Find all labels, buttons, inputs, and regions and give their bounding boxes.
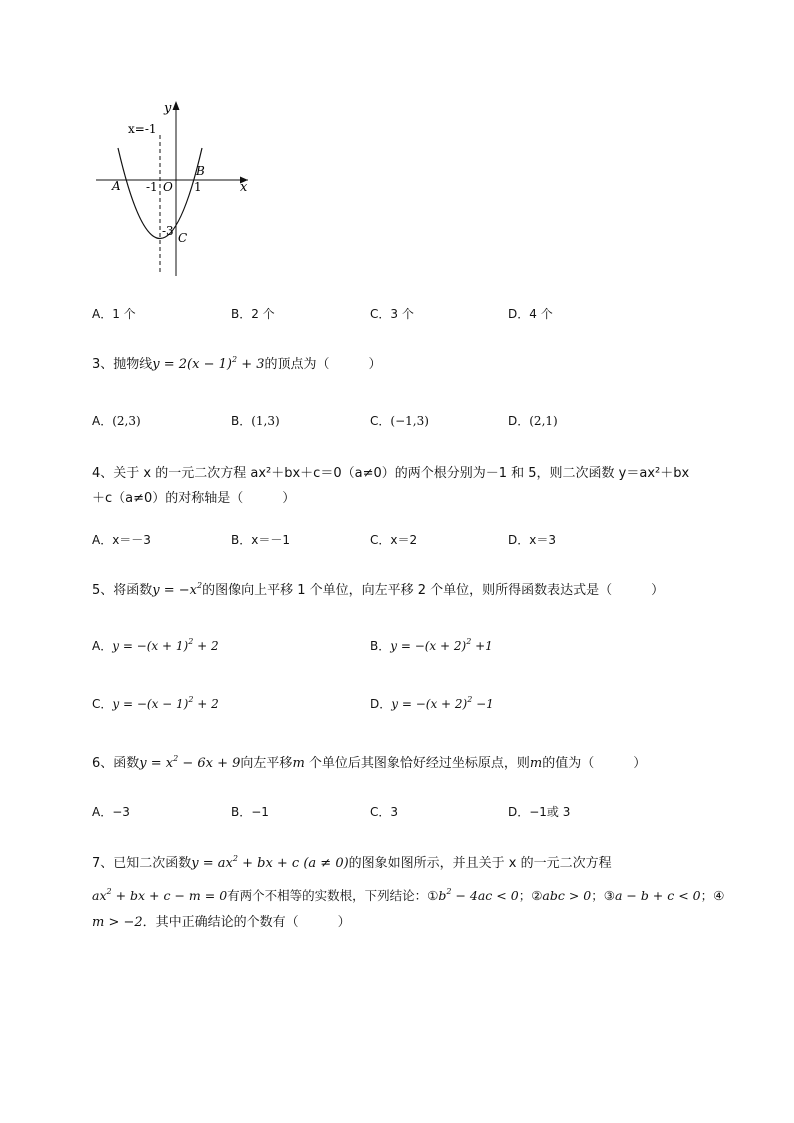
q5-formula: $y = -x^2$: [152, 581, 203, 598]
q3-suffix: 的顶点为（ ）: [264, 357, 382, 372]
q5-option-c: C．$y = -(x - 1)^2 + 2$: [92, 695, 219, 711]
q7-stem-line3: m > −2．其中正确结论的个数有（ ）: [92, 915, 351, 930]
parabola-figure: [90, 95, 260, 285]
q7-equation: $ax^2$ + bx + c − m = 0: [92, 887, 228, 903]
q6-option-b: B．−1: [231, 805, 269, 819]
q7-stem-line1: 7、已知二次函数$y = ax^2$ + bx + c (a ≠ 0)的图象如图所示，并且关于 x 的一元二次方程: [92, 854, 612, 871]
q2-option-d: D．4 个: [508, 307, 553, 321]
q3-formula: $y = 2(x - 1)^2 + 3$: [152, 355, 265, 372]
point-b-label: B: [196, 164, 205, 178]
q4-option-b: B．x＝－1: [231, 533, 290, 547]
tick-1-label: 1: [194, 180, 202, 194]
q5-option-d: D．$y = -(x + 2)^2 -1$: [370, 695, 494, 711]
q2-option-a: A．1 个: [92, 307, 136, 321]
q4-option-c: C．x＝2: [370, 533, 418, 547]
q3-option-c: C．(−1,3): [370, 414, 429, 428]
symmetry-axis-label: x=-1: [128, 122, 157, 136]
point-c-label: C: [178, 231, 188, 245]
q6-option-a: A．−3: [92, 805, 130, 819]
q3-option-a: A．(2,3): [92, 414, 141, 428]
q4-option-a: A．x＝－3: [92, 533, 151, 547]
q7-conclusion-1: $b^2 - 4ac < 0$: [438, 887, 519, 903]
q7-conclusion-2: abc > 0: [542, 888, 592, 903]
q3-option-d: D．(2,1): [508, 414, 558, 428]
origin-label: O: [163, 180, 173, 194]
q4-stem-line1: 4、关于 x 的一元二次方程 ax²＋bx＋c＝0（a≠0）的两个根分别为－1 和 5，则二次函数 y＝ax²＋bx: [92, 466, 690, 481]
q3-prefix: 3、抛物线: [92, 357, 153, 372]
q6-option-d: D．−1或 3: [508, 805, 571, 819]
q7-stem-line2: $ax^2$ + bx + c − m = 0有两个不相等的实数根，下列结论：$①b^2 - 4ac < 0$；②abc > 0；③a − b + c < 0；④: [92, 887, 725, 903]
q3-stem: [92, 353, 382, 372]
q5-option-b: B．$y = -(x + 2)^2 +1$: [370, 637, 493, 653]
q4-stem-line2: ＋c（a≠0）的对称轴是（ ）: [92, 491, 296, 506]
q7-conclusion-4: m > −2: [92, 915, 143, 930]
tick-neg1-label: -1: [146, 180, 158, 194]
q4-option-d: D．x＝3: [508, 533, 556, 547]
point-a-label: A: [112, 179, 121, 193]
q7-conclusion-3: a − b + c < 0: [614, 888, 701, 903]
tick-neg3-label: -3: [162, 224, 174, 238]
q6-stem: 6、函数$y = x^2 - 6x + 9$向左平移m 个单位后其图象恰好经过坐标原点，则m的值为（ ）: [92, 754, 647, 771]
q6-formula: $y = x^2 - 6x + 9$: [139, 754, 241, 771]
q2-option-c: C．3 个: [370, 307, 414, 321]
q2-option-b: B．2 个: [231, 307, 275, 321]
q3-option-b: B．(1,3): [231, 414, 280, 428]
q5-option-a: A．$y = -(x + 1)^2 + 2$: [92, 637, 219, 653]
x-axis-label: x: [240, 180, 248, 195]
q7-formula: $y = ax^2$ + bx + c (a ≠ 0): [191, 854, 349, 871]
y-axis-arrow: [173, 101, 180, 110]
y-axis-label: y: [164, 101, 172, 116]
q5-stem: 5、将函数$y = -x^2$的图像向上平移 1 个单位，向左平移 2 个单位，则所得函数表达式是（ ）: [92, 581, 665, 598]
q6-option-c: C．3: [370, 805, 399, 819]
